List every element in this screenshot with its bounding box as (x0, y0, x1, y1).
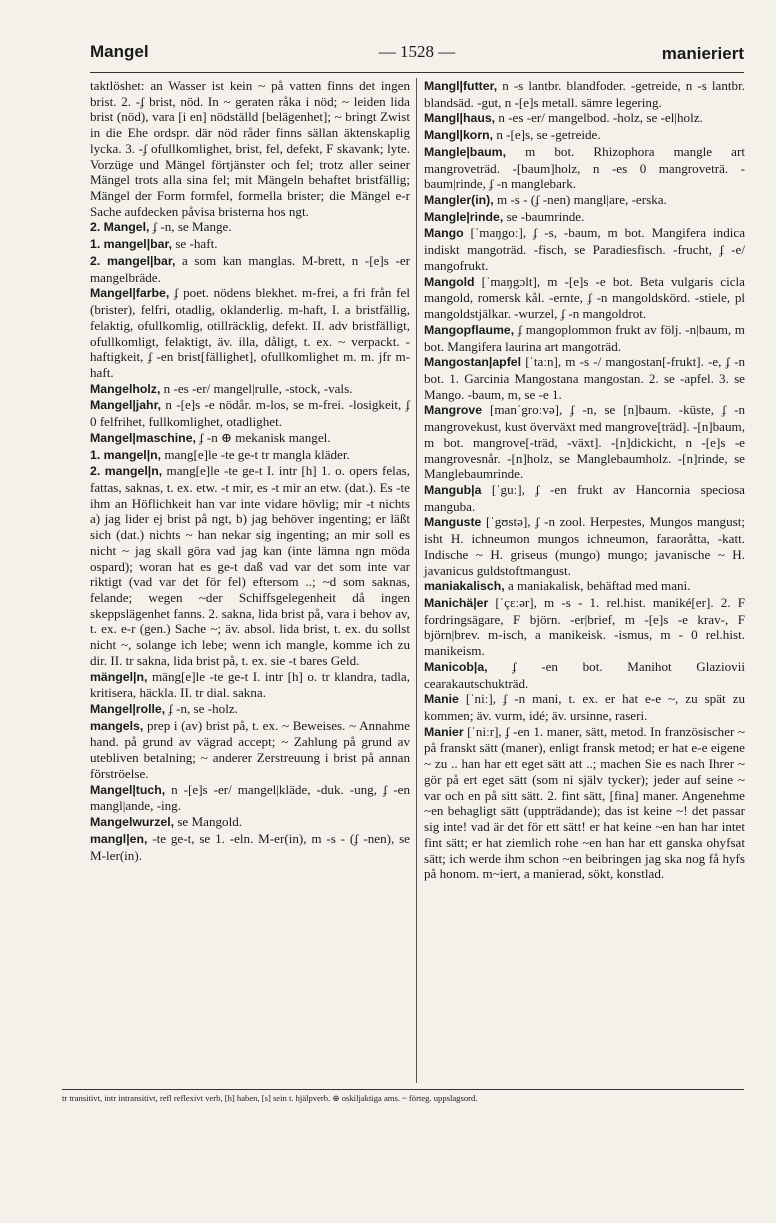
dictionary-entry (424, 192, 745, 209)
entry-definition: ʄ -n ⊕ mekanisk mangel. (199, 429, 331, 445)
entry-definition: ʄ -n, se -holz. (168, 701, 238, 717)
entry-definition: prep i (av) brist på, t. ex. ~ Beweises. ~ Annahme hand. på grund av vägrad accept; ~ Zahlung på grund av utebliven betalning; ~ anderer Zerstreuung i brist på annan förströelse. (90, 717, 410, 781)
column-divider (416, 78, 417, 1083)
page-header (90, 40, 744, 68)
abbreviation-footer: tr transitivt, intr intransitivt, refl reflexivt verb, [h] haben, [s] sein t. hjälpverb. ⊕ oskiljaktiga ams. ~ förteg. uppslagsord. (62, 1093, 478, 1103)
dictionary-entry (424, 691, 745, 723)
entry-headword: Manier (424, 724, 464, 739)
entry-headword: Mangel|jahr, (90, 398, 162, 413)
dictionary-entry (90, 463, 410, 668)
entry-definition: se -baumrinde. (506, 208, 585, 224)
dictionary-entry (424, 127, 745, 144)
dictionary-entry (424, 78, 745, 110)
entry-definition: a som kan manglas. M-brett, n -[e]s -er mangelbräde. (90, 252, 410, 285)
entry-definition: [ˈtaːn], m -s -/ mangostan[-frukt]. -e, ʄ -n bot. 1. Garcinia Mangostana mangostan. 2. se -apfel. 3. se Mango. -baum, m, se -e 1. (424, 354, 745, 402)
entry-headword: mangl|en, (90, 831, 148, 846)
dictionary-entry (90, 669, 410, 701)
entry-definition: -te ge-t, se 1. -eln. M-er(in), m -s - (ʄ -nen), se M-ler(in). (90, 830, 410, 863)
entry-definition: n -[e]s -e nödår. m-los, se m-frei. -losigkeit, ʄ 0 felfrihet, fullkomlighet, otadlighet. (90, 397, 410, 430)
entry-headword: Mangl|futter, (424, 79, 498, 93)
entry-headword: 2. Mangel, (90, 220, 150, 235)
entry-definition: n -s lantbr. blandfoder. -getreide, n -s lantbr. blandsäd. -gut, n -[e]s metall. sämre legering. (424, 78, 745, 110)
dictionary-entry (424, 514, 745, 578)
dictionary-entry (90, 718, 410, 782)
entry-definition: a maniakalisk, behäftad med mani. (507, 578, 691, 594)
header-rule (90, 72, 744, 73)
dictionary-entry (90, 814, 410, 831)
left-guide-word: Mangel (90, 42, 149, 61)
dictionary-entry (90, 285, 410, 380)
dictionary-entry (424, 724, 745, 882)
entry-headword: maniakalisch, (424, 579, 505, 594)
entry-definition: [ˈniː], ʄ -n mani, t. ex. er hat e-e ~, zu spät zu kommen; äv. vurm, idé; äv. ursinne, raseri. (424, 691, 745, 724)
entry-definition: [ˈmaŋgɔlt], m -[e]s -e bot. Beta vulgaris cicla mangold, romersk kål. -ernte, ʄ -n mangoldskörd. -stiele, pl mangoldstjälkar. -wurzel, ʄ -n mangoldrot. (424, 273, 745, 322)
dictionary-entry (424, 225, 745, 273)
entry-headword: Mangold (424, 274, 475, 289)
dictionary-entry (90, 782, 410, 814)
entry-definition: n -es -er/ mangelbod. -holz, se -el|holz. (498, 110, 703, 126)
dictionary-entry (424, 144, 745, 192)
entry-headword: Manie (424, 692, 459, 707)
entry-definition: mang[e]le -te ge-t tr mangla kläder. (164, 446, 350, 462)
entry-definition: ʄ -n, se Mange. (152, 219, 232, 235)
entry-headword: Mangelholz, (90, 381, 161, 396)
entry-headword: Mangub|a (424, 482, 482, 497)
entry-headword: Mango (424, 226, 464, 241)
entry-headword: Mangler(in), (424, 193, 494, 208)
entry-headword: Mangel|rolle, (90, 702, 166, 717)
entry-headword: Mangostan|apfel (424, 355, 522, 370)
dictionary-entry (424, 595, 745, 659)
left-column (90, 78, 410, 863)
entry-definition: ʄ -en bot. Manihot Glaziovii cearakautschukträd. (424, 658, 745, 691)
entry-definition: [ˈgʊstə], ʄ -n zool. Herpestes, Mungos mangust; isht H. ichneumon mungos ichneumon, faraoråtta, -katt. Indische ~ H. griseus (mungo) mungo; javanische ~ H. javanicus guldstoftmangust. (424, 514, 745, 578)
entry-definition: mang[e]le -te ge-t I. intr [h] 1. o. opers felas, fattas, saknas, t. ex. etw. -t mir, es -t mir an etw. (dat.). Es -te ihm an Höflichkeit han var inte vidare hövlig; mir -t nichts a) jag lider ej brist på ngt, b) jag behöver ingenting; er läßt sich (dat.) nichts ~ han nekar sig ingenting; an mir soll es nicht ~ jag skall göra vad jag kan (inte lämna ngn möda ospard); woran hat es ge-t daß vad var det som inte var riktigt (vad var det för fel) eftersom ..; ~d som saknas, felande; wegen ~der Schiffsgelegenheit då ingen skeppslägenhet fanns. 2. sakna, lida brist på, vara i behov av, t. ex. e-r (gen.) Sache ~; äv. absol. lida brist, t. ex. du sollst nicht ~, solange ich lebe; wenn ich mangle, komme ich zu dir. II. tr sakna, lida brist på, t. ex. sie -t bares Geld. (90, 463, 410, 668)
entry-definition: se -haft. (175, 236, 218, 252)
entry-definition: ʄ mangoplommon frukt av följ. -n|baum, m bot. Mangifera laurina art mangoträd. (424, 321, 745, 354)
dictionary-entry (90, 447, 410, 464)
dictionary-entry (90, 701, 410, 718)
dictionary-entry (424, 110, 745, 127)
entry-definition: [ˈguː], ʄ -en frukt av Hancornia speciosa manguba. (424, 481, 745, 514)
dictionary-entry (90, 381, 410, 398)
page-number: — 1528 — (378, 42, 456, 61)
dictionary-entry (90, 253, 410, 285)
entry-definition: mäng[e]le -te ge-t I. intr [h] o. tr klandra, tadla, kritisera, häckla. II. tr dial. sakna. (90, 668, 411, 701)
dictionary-entry (424, 578, 745, 595)
entry-headword: Manichä|er (424, 596, 489, 610)
dictionary-entry (90, 831, 410, 863)
right-column (424, 78, 745, 882)
entry-headword: Mangel|tuch, (90, 782, 166, 797)
dictionary-entry (90, 397, 410, 429)
entry-definition: [manˈgroːvə], ʄ -n, se [n]baum. -küste, ʄ -n mangrovekust, kust överväxt med mangrove[träd]. -[n]baum, m bot. mangrove[-träd, -växt]. -[n]dickicht, n -[e]s -e mangrovesnår. -[n]holz, se Manglebaumholz. -[n]rinde, se Manglebaumrinde. (424, 402, 745, 482)
dictionary-entry (90, 219, 410, 236)
entry-definition: ʄ poet. nödens blekhet. m-frei, a fri från fel (brister), felfri, otadlig, oklanderlig. m-haft, I. a bristfällig, felaktig, ofullkomlig, otillräcklig, defekt. II. adv bristfälligt, ofullkomligt, felaktigt, äv. illa, dåligt, t. ex. ~ verpackt. -haftigkeit, ʄ -en brist[fällighet], ofullkomlighet m. m. jfr m-haft. (90, 285, 410, 380)
dictionary-entry (90, 236, 410, 253)
dictionary-entry (424, 274, 745, 322)
entry-definition: se Mangold. (177, 814, 243, 830)
entry-definition: n -es -er/ mangel|rulle, -stock, -vals. (163, 380, 353, 396)
entry-definition: n -[e]s -er/ mangel|kläde, -duk. -ung, ʄ -en mangl|ande, -ing. (90, 781, 410, 814)
entry-headword: Mangel|farbe, (90, 286, 170, 301)
entry-headword: Mangelwurzel, (90, 815, 175, 830)
dictionary-entry (424, 354, 745, 402)
entry-headword: Mangel|maschine, (90, 430, 196, 445)
entry-headword: Mangle|rinde, (424, 209, 504, 224)
entry-headword: 1. mangel|n, (90, 447, 162, 462)
entry-headword: Manguste (424, 515, 482, 530)
entry-headword: 1. mangel|bar, (90, 237, 173, 252)
dictionary-entry (90, 430, 410, 447)
entry-headword: 2. mangel|n, (90, 464, 163, 479)
entry-headword: Mangle|baum, (424, 144, 507, 159)
entry-headword: Mangl|korn, (424, 128, 494, 143)
dictionary-entry (424, 659, 745, 691)
entry-headword: mängel|n, (90, 669, 148, 684)
entry-headword: mangels, (90, 718, 144, 733)
entry-headword: Mangopflaume, (424, 322, 515, 337)
entry-definition: m -s - (ʄ -nen) mangl|are, -erska. (496, 192, 667, 208)
dictionary-entry (424, 482, 745, 514)
dictionary-entry (90, 78, 410, 219)
right-guide-word: manieriert (661, 44, 744, 63)
entry-headword: Manicob|a, (424, 659, 488, 674)
entry-definition: [ˈmaŋgoː], ʄ -s, -baum, m bot. Mangifera indica indiskt mangoträd. -fisch, se Paradiesfisch. -frucht, ʄ -e/ mangofrukt. (424, 225, 746, 273)
entry-headword: Mangl|haus, (424, 111, 496, 126)
entry-definition: taktlöshet: an Wasser ist kein ~ på vatten finns det ingen brist. 2. -ʄ brist, nöd. In ~ geraten råka i nöd; ~ leiden lida brist (nöd), vara [i en] nödställd [belägenhet]; ~ bringt Zwist in die Ehe ordspr. där nöd råder finns sällan äktenskaplig lycka. 3. -ʄ ofullkomlighet, brist, fel, defekt, F skavank; lyte. Vorzüge und Mängel förtjänster och fel; trotz aller seiner Mängel trots alla sina fel; mit Mängeln behaftet bristfällig; Mängel der Form formfel, formella brister; die Mängel e-r Sache aufdecken påvisa bristerna hos ngt. (90, 78, 410, 219)
entry-headword: Mangrove (424, 403, 483, 418)
dictionary-entry (424, 322, 745, 354)
dictionary-entry (424, 402, 745, 482)
entry-definition: [ˈniːr], ʄ -en 1. maner, sätt, metod. In französischer ~ på franskt sätt (maner), enligt fransk metod; er hat e-e eigene ~ zu .. han har ett eget sätt att ..; machen Sie es nach Ihrer ~ gör på ert eget sätt (som ni själv tycker); jeder auf seine ~ var och en på sitt sätt. 2. fint sätt, [fina] maner. Angenehme ~en behagligt sätt (uppträdande); das ist keine ~! det passar sig inte! vad är det för ett sätt! er hat keine ~en han har intet fint sätt; er hat ziemlich rohe ~en han har ett ganska ohyfsat sätt; ich werde ihm schon ~en beibringen jag ska nog få hyfs på honom. m~iert, a manierad, sökt, konstlad. (424, 723, 746, 882)
dictionary-entry (424, 209, 745, 226)
entry-definition: [ˈçɛːər], m -s - 1. rel.hist. maniké[er]. 2. F fordringsägare, F björn. -er|brief, m -[e]s -e krav-, F björn|brev. m-isch, a manikeisk. -ismus, m - 0 rel.hist. manikeism. (424, 595, 745, 659)
footer-rule (62, 1089, 744, 1090)
entry-definition: m bot. Rhizophora mangle art mangroveträd. -[baum]holz, n -es 0 mangroveträ. -baum|rinde, ʄ -n manglebark. (424, 143, 745, 192)
entry-headword: 2. mangel|bar, (90, 253, 176, 268)
entry-definition: n -[e]s, se -getreide. (496, 127, 601, 143)
